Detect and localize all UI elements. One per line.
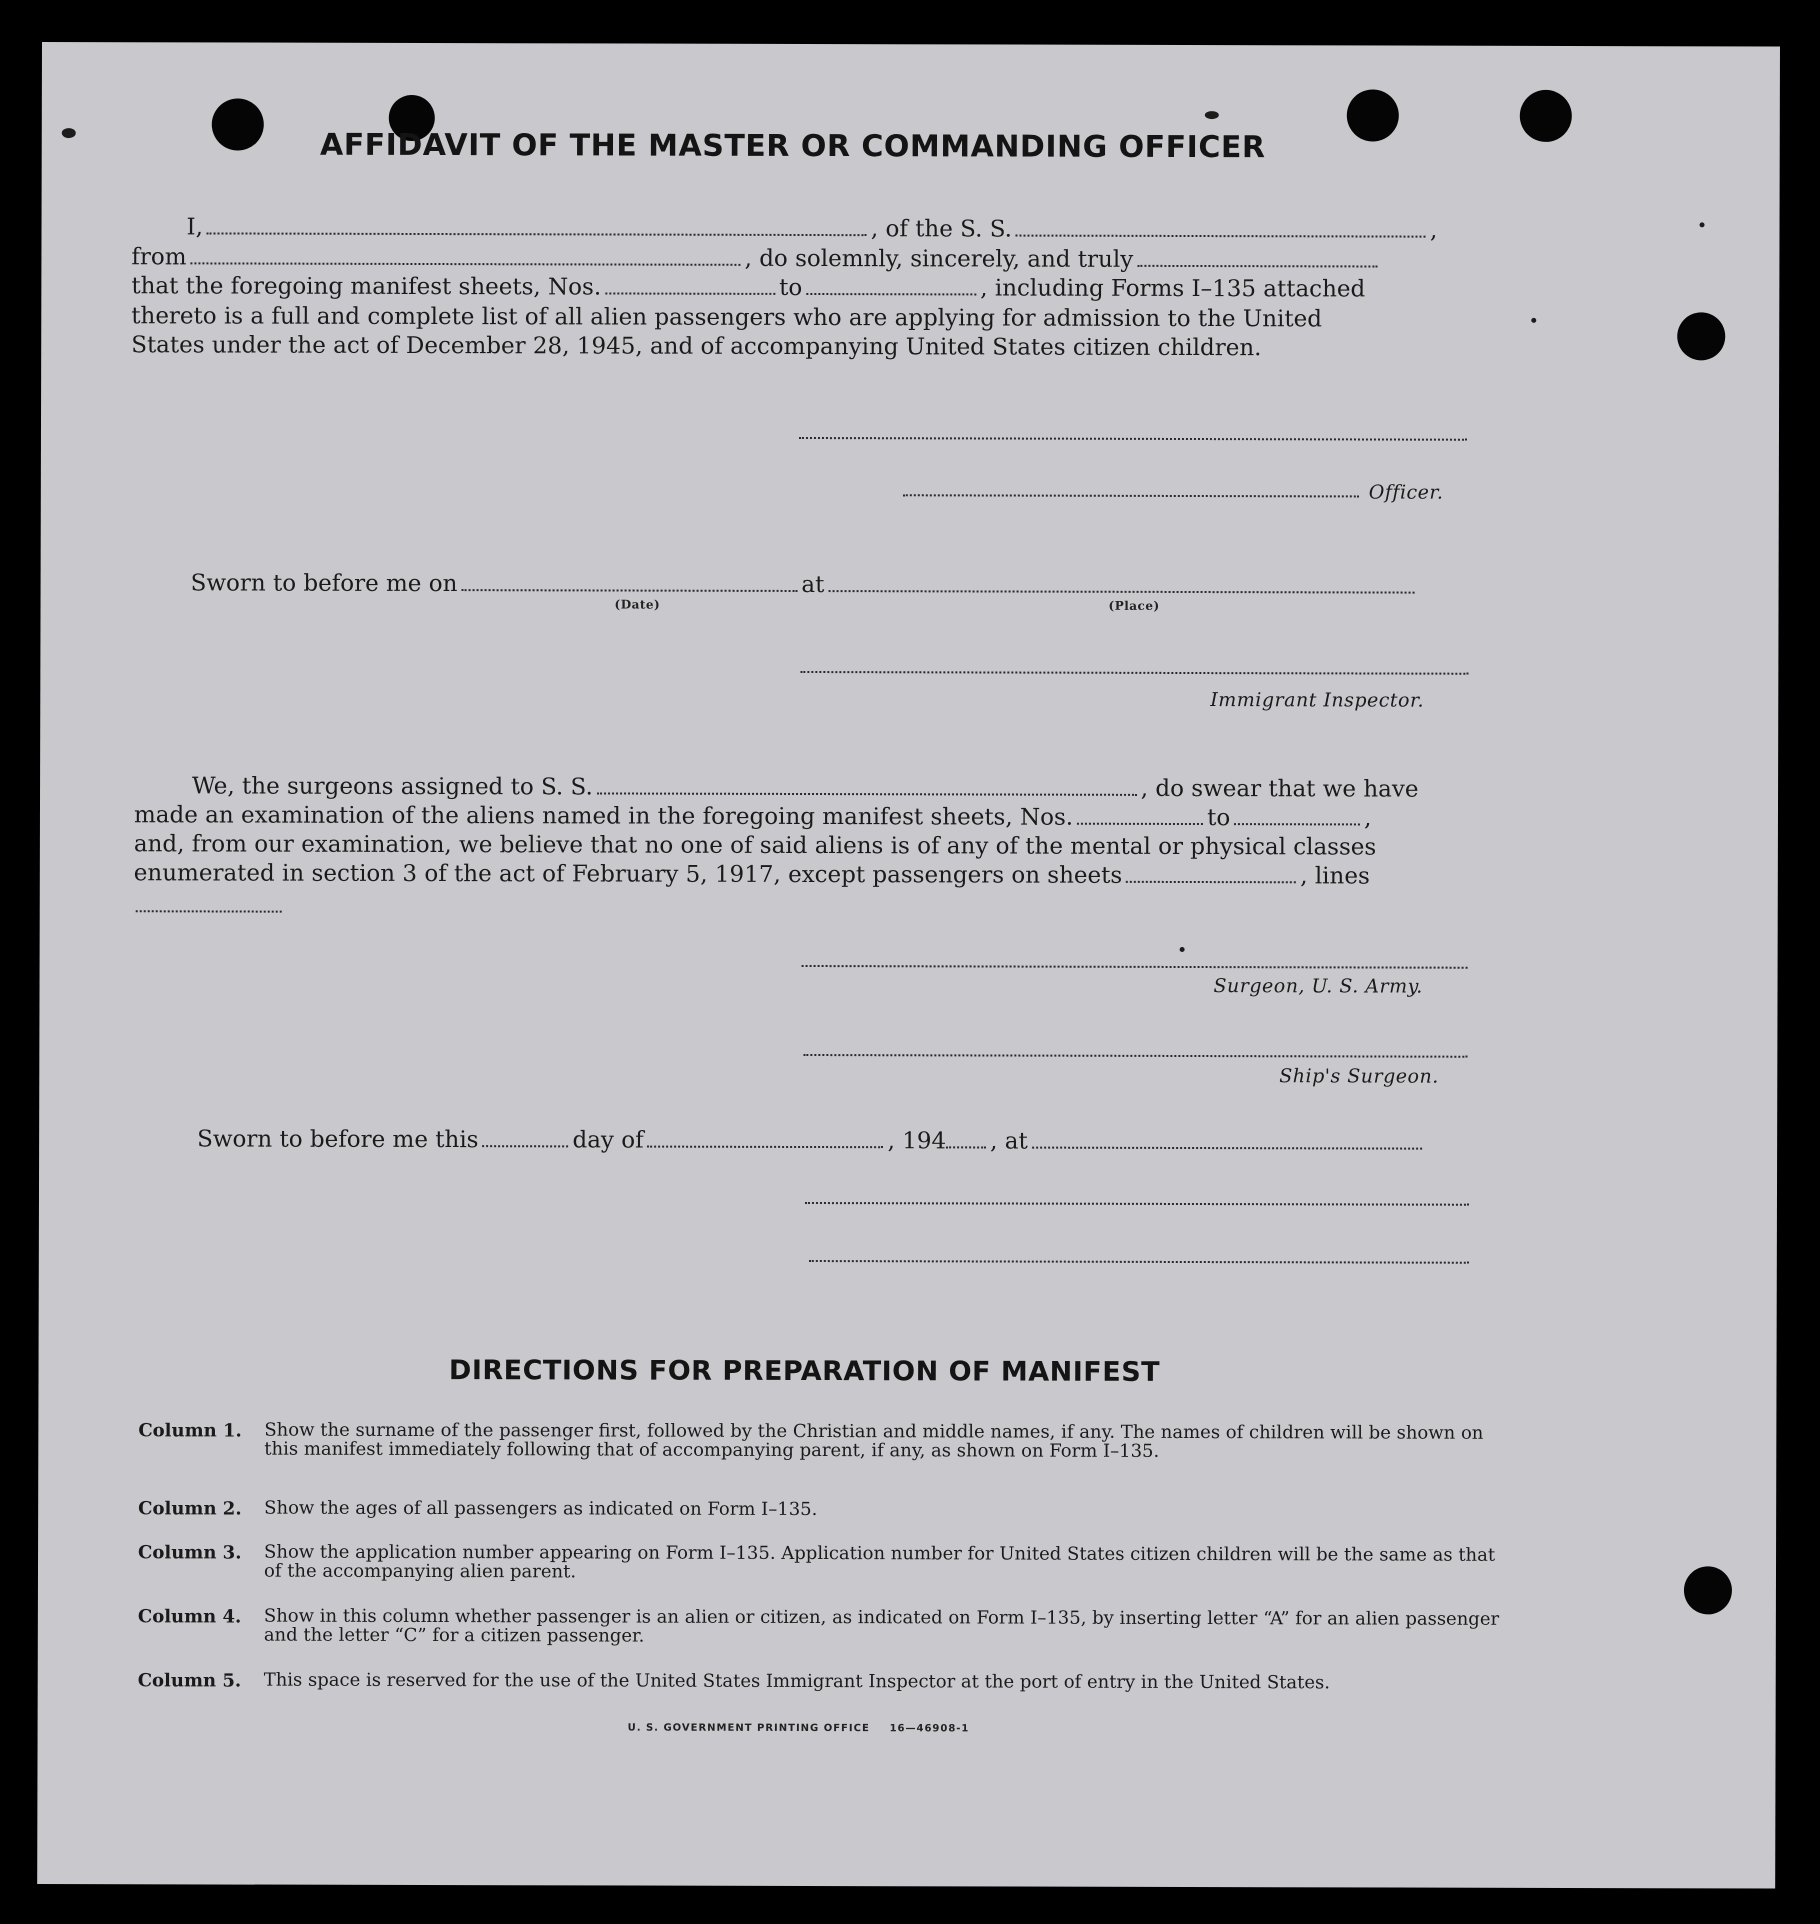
punch-hole [1684, 1566, 1732, 1614]
master-name-field[interactable] [207, 214, 867, 236]
surgeon-ship-field[interactable] [597, 774, 1137, 795]
text: , [1429, 217, 1438, 244]
text: , including Forms I–135 attached [980, 275, 1366, 303]
swear-field[interactable] [1137, 247, 1377, 268]
text: , at [990, 1128, 1028, 1155]
sworn-month-field[interactable] [648, 1128, 884, 1149]
column-text: This space is reserved for the use of the United States Immigrant Inspector at the port of entry in the United States. [263, 1669, 1331, 1694]
column-label: Column 4. [137, 1606, 242, 1628]
column-label: Column 3. [138, 1542, 242, 1564]
text: We, the surgeons assigned to S. S. [192, 773, 593, 801]
text: Sworn to before me on [190, 570, 458, 598]
text: to [1207, 805, 1231, 832]
direction-row [137, 1605, 1528, 1647]
paper-speck [1205, 111, 1219, 119]
column-text: Show the surname of the passenger first, followed by the Christian and middle names, if any. The names of children will be shown on this manifest immediately following that of accompanying parent, if any, as shown on Form I–135. [264, 1419, 1484, 1462]
affidavit-line-3 [131, 273, 1365, 302]
column-label: Column 1. [138, 1420, 242, 1442]
ship-name-field[interactable] [1016, 217, 1426, 238]
column-label: Column 5. [137, 1670, 242, 1692]
surgeons-line-2 [134, 802, 1372, 831]
direction-row [138, 1419, 1528, 1462]
sheets-to-field[interactable] [806, 275, 976, 295]
printer-imprint: U. S. GOVERNMENT PRINTING OFFICE [627, 1722, 870, 1735]
column-label: Column 2. [138, 1498, 242, 1520]
officer-caption: Officer. [1368, 481, 1444, 504]
text: , of the S. S. [870, 216, 1013, 243]
sworn-year-field[interactable] [946, 1128, 986, 1148]
date-caption: (Date) [614, 597, 661, 612]
army-surgeon-caption: Surgeon, U. S. Army. [1213, 975, 1423, 998]
surgeons-line-3: and, from our examination, we believe that no one of said aliens is of any of the mental or physical classes [133, 831, 1377, 861]
column-text: Show the application number appearing on Form I–135. Application number for United States citizen children will be the same as that of the accompanying alien parent. [263, 1541, 1496, 1583]
directions-title: DIRECTIONS FOR PREPARATION OF MANIFEST [448, 1355, 1161, 1388]
text: that the foregoing manifest sheets, Nos. [131, 273, 602, 301]
affidavit-title: AFFIDAVIT OF THE MASTER OR COMMANDING OFFICER [319, 127, 1266, 166]
sworn-place-field[interactable] [828, 572, 1414, 594]
except-lines-field[interactable] [136, 910, 282, 912]
text: at [801, 571, 825, 599]
sworn-place-2-field[interactable] [1032, 1129, 1422, 1150]
text: enumerated in section 3 of the act of February 5, 1917, except passengers on sheets [133, 860, 1123, 889]
signature-line[interactable] [809, 1260, 1469, 1264]
text: , do solemnly, sincerely, and truly [744, 245, 1134, 273]
direction-row [137, 1669, 1528, 1694]
affidavit-line-5: States under the act of December 28, 1945, and of accompanying United States citizen children. [131, 332, 1262, 362]
affidavit-line-1 [186, 214, 1437, 243]
direction-row [138, 1497, 1528, 1521]
exam-sheets-from-field[interactable] [1077, 805, 1203, 825]
sworn-line-1 [191, 570, 1419, 599]
direction-row [138, 1541, 1528, 1583]
text: made an examination of the aliens named in the foregoing manifest sheets, Nos. [133, 802, 1074, 831]
exam-sheets-to-field[interactable] [1234, 805, 1360, 825]
sheets-from-field[interactable] [605, 274, 775, 294]
inspector-signature-line[interactable] [800, 671, 1468, 675]
surgeons-line-4 [134, 860, 1370, 889]
paper-speck [1700, 222, 1705, 227]
affidavit-line-2 [131, 244, 1381, 273]
text: from [131, 244, 187, 271]
column-text: Show in this column whether passenger is an alien or citizen, as indicated on Form I–135, by inserting letter “A” for an alien passenger and the letter “C” for a citizen passenger. [263, 1605, 1500, 1647]
sworn-date-field[interactable] [461, 571, 797, 592]
officer-signature-line[interactable] [799, 437, 1467, 441]
ships-surgeon-caption: Ship's Surgeon. [1279, 1065, 1439, 1088]
text: , 194 [887, 1128, 947, 1155]
paper-speck [1180, 947, 1185, 952]
affidavit-line-4: thereto is a full and complete list of all alien passengers who are applying for admission to the United [131, 303, 1323, 333]
text: Sworn to before me this [197, 1126, 479, 1154]
surgeons-line-1 [192, 773, 1419, 802]
text: I, [186, 214, 203, 241]
punch-hole [1677, 312, 1725, 360]
army-surgeon-signature-line[interactable] [802, 965, 1468, 969]
text: , do swear that we have [1140, 775, 1419, 803]
form-page [37, 42, 1780, 1889]
signature-line[interactable] [805, 1202, 1469, 1206]
officer-title-line[interactable] [903, 494, 1359, 497]
ships-surgeon-signature-line[interactable] [803, 1054, 1467, 1058]
from-port-field[interactable] [191, 244, 741, 265]
text: , [1364, 805, 1372, 832]
form-code: 16—46908-1 [889, 1723, 970, 1735]
text: to [779, 274, 803, 301]
place-caption: (Place) [1108, 598, 1160, 613]
except-sheets-field[interactable] [1126, 863, 1296, 883]
inspector-caption: Immigrant Inspector. [1210, 689, 1425, 712]
sworn-day-field[interactable] [482, 1127, 568, 1147]
text: day of [572, 1127, 644, 1154]
text: , lines [1300, 863, 1370, 890]
sworn-line-2 [197, 1126, 1426, 1155]
column-text: Show the ages of all passengers as indicated on Form I–135. [264, 1497, 818, 1521]
paper-speck [1531, 318, 1536, 323]
